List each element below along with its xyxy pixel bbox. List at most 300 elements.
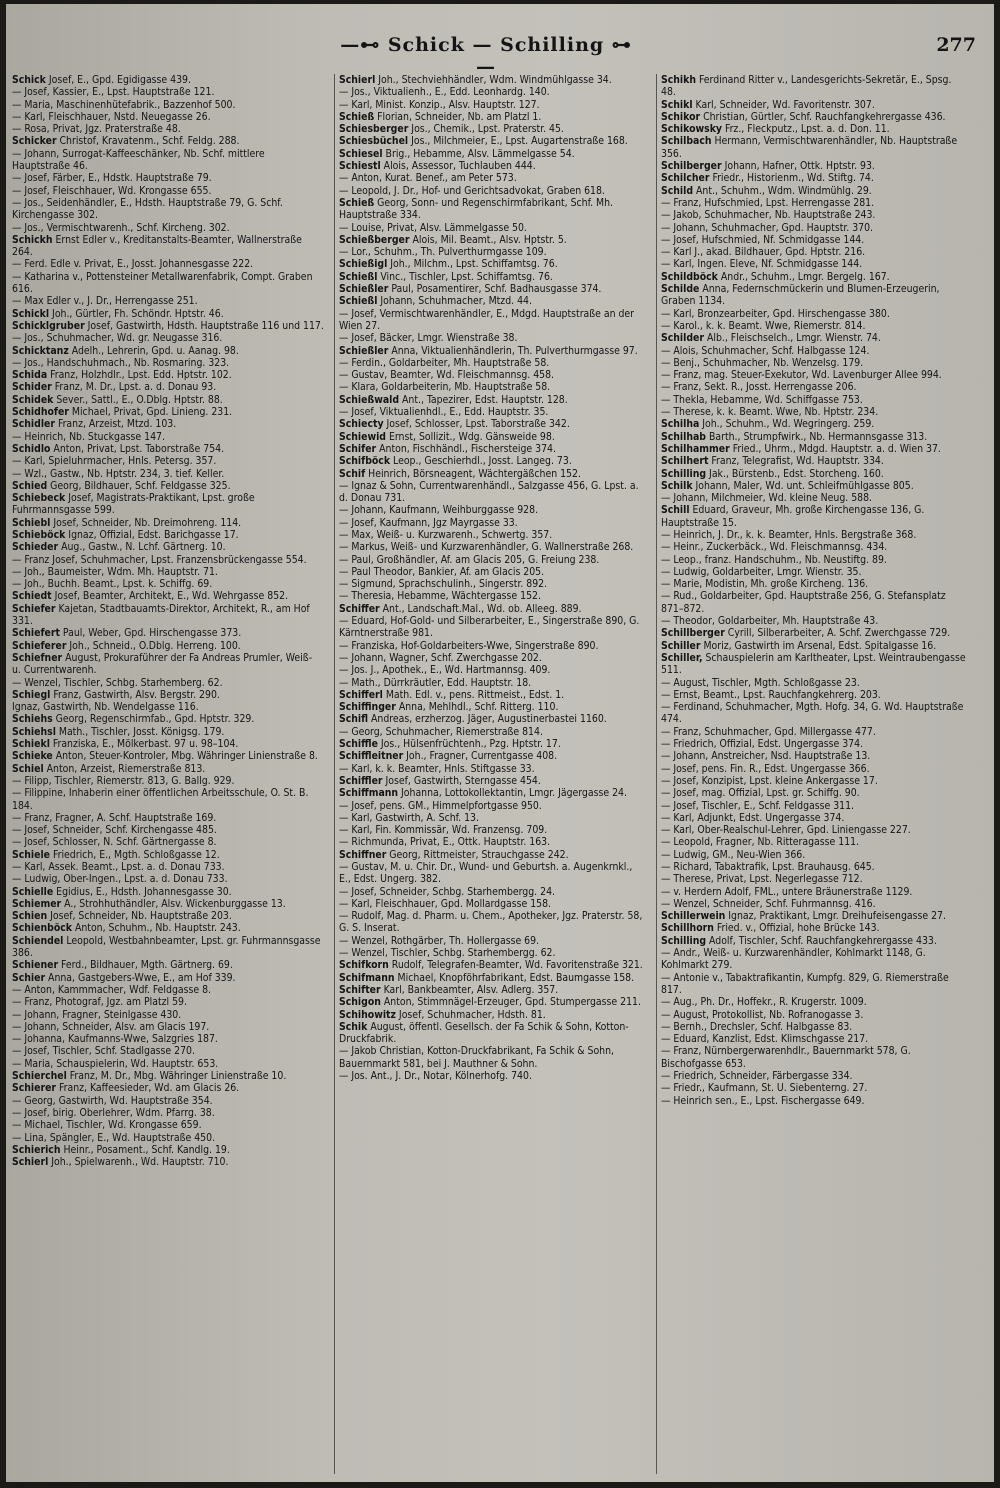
entry-surname: Schiendel [12, 934, 64, 947]
directory-entry [12, 861, 324, 873]
entry-details: Anton, Fischhändl., Fischersteige 374. [376, 442, 556, 455]
directory-entry [339, 443, 647, 455]
entry-surname: Schiesbüchel [339, 135, 409, 148]
entry-details: Joh., Gürtler, Fh. Schöndr. Hptstr. 46. [49, 307, 224, 320]
directory-entry [339, 455, 647, 467]
directory-entry [339, 1021, 647, 1046]
directory-entry [661, 1009, 969, 1021]
entry-details: Ant., Landschaft.Mal., Wd. ob. Alleeg. 889. [379, 602, 582, 615]
entry-details: Franz, Arzeist, Mtzd. 103. [54, 418, 177, 431]
directory-entry [339, 849, 647, 861]
directory-entry [12, 541, 324, 553]
entry-details: — Josef, birig. Oberlehrer, Wdm. Pfarrg. 38. [12, 1106, 215, 1119]
entry-surname: Schilberger [661, 160, 722, 173]
directory-entry [12, 627, 324, 639]
entry-details: — Josef, Schlosser, N. Schf. Gärtnergasse 8. [12, 836, 217, 849]
entry-details: Ignaz, Gastwirth, Nb. Wendelgasse 116. [12, 701, 199, 714]
entry-details: — Louise, Privat, Alsv. Lämmelgasse 50. [339, 221, 527, 234]
directory-entry [339, 86, 647, 98]
directory-entry [661, 222, 969, 234]
directory-entry [661, 812, 969, 824]
directory-entry [12, 1132, 324, 1144]
entry-details: Franz, Holzhdlr., Lpst. Edd. Hptstr. 102. [47, 369, 232, 382]
entry-surname: Schiestl [339, 160, 381, 173]
directory-entry [339, 775, 647, 787]
entry-details: — Ludwig, Ober-Ingen., Lpst. a. d. Donau 733. [12, 873, 228, 886]
entry-details: — v. Herdern Adolf, FML., untere Bräunerstraße 1129. [661, 885, 913, 898]
entry-details: — Karl, Bronzearbeiter, Gpd. Hirschengasse 380. [661, 307, 890, 320]
directory-entry [661, 111, 969, 123]
directory-entry [339, 689, 647, 701]
entry-surname: Schierer [12, 1082, 57, 1095]
entry-surname: Schiefner [12, 651, 63, 664]
directory-entry [661, 418, 969, 430]
directory-entry [661, 701, 969, 726]
directory-entry [661, 271, 969, 283]
entry-details: Vinc., Tischler, Lpst. Schiffamtsg. 76. [377, 270, 553, 283]
entry-details: — Theodor, Goldarbeiter, Mh. Hauptstraße 43. [661, 615, 879, 628]
directory-entry [661, 738, 969, 750]
entry-details: Math., Tischler, Josst. Königsg. 179. [55, 725, 225, 738]
directory-entry [12, 763, 324, 775]
directory-entry [661, 504, 969, 529]
entry-surname: Schifmann [339, 971, 395, 984]
directory-entry [12, 381, 324, 393]
entry-surname: Schifferl [339, 688, 383, 701]
entry-surname: Schilling [661, 934, 707, 947]
entry-details: — Paul, Großhändler, Af. am Glacis 205, G. Freiung 238. [339, 553, 600, 566]
entry-details: — Thekla, Hebamme, Wd. Schiffgasse 753. [661, 393, 863, 406]
directory-entry [12, 1021, 324, 1033]
directory-entry [661, 160, 969, 172]
entry-details: — Wenzel, Tischler, Schbg. Starhemberg. 62. [12, 676, 223, 689]
entry-details: — Ferd. Edle v. Privat, E., Josst. Johannesgasse 222. [12, 258, 254, 271]
entry-surname: Schilha [661, 418, 700, 431]
entry-surname: Schillberger [661, 627, 725, 640]
entry-details: — Karl, Fin. Kommissär, Wd. Franzensg. 709. [339, 824, 548, 837]
entry-details: Alb., Fleischselch., Lmgr. Wienstr. 74. [703, 332, 881, 345]
entry-details: — Klara, Goldarbeiterin, Mb. Hauptstraße 58. [339, 381, 551, 394]
directory-entry [339, 394, 647, 406]
directory-entry [339, 148, 647, 160]
entry-details: — Josef, Schneider, Schf. Kirchengasse 485. [12, 824, 217, 837]
entry-details: — Johann, Anstreicher, Nsd. Hauptstraße 13. [661, 750, 871, 763]
entry-surname: Schikl [661, 98, 693, 111]
entry-details: — Josef, Schneider, Schbg. Starhembergg. 24. [339, 885, 555, 898]
entry-details: — Rud., Goldarbeiter, Gpd. Hauptstraße 256, G. Stefansplatz 871–872. [661, 590, 946, 615]
directory-entry [12, 640, 324, 652]
directory-entry [339, 615, 647, 640]
directory-entry [12, 750, 324, 762]
entry-surname: Schiewid [339, 430, 387, 443]
directory-entry [12, 517, 324, 529]
directory-entry [12, 148, 324, 173]
directory-entry [12, 1144, 324, 1156]
entry-details: — Franz, Nürnbergerwarenhdlr., Bauernmarkt 578, G. Bischofgasse 653. [661, 1045, 911, 1070]
directory-entry [661, 172, 969, 184]
directory-entry [661, 578, 969, 590]
entry-surname: Schiffmann [339, 787, 399, 800]
directory-entry [339, 197, 647, 222]
entry-details: — Johann, Surrogat-Kaffeeschänker, Nb. Schf. mittlere Hauptstraße 46. [12, 147, 265, 173]
entry-surname: Schickh [12, 233, 53, 246]
entry-details: — Franz, Hufschmied, Lpst. Herrengasse 281. [661, 196, 875, 209]
page-header [6, 34, 994, 78]
directory-entry [12, 578, 324, 590]
entry-details: — Johann, Fragner, Steinlgasse 430. [12, 1008, 182, 1021]
entry-details: August, Prokuraführer der Fa Andreas Prumler, Weiß- u. Currentwarenh. [12, 651, 313, 677]
entry-surname: Schiebl [12, 516, 51, 529]
entry-surname: Schierl [339, 74, 376, 86]
entry-details: Karl, Bankbeamter, Alsv. Adlerg. 357. [380, 983, 559, 996]
entry-surname: Schikor [661, 110, 701, 123]
entry-details: Jos., Chemik., Lpst. Praterstr. 45. [408, 123, 564, 136]
entry-surname: Schikh [661, 74, 697, 86]
directory-entry [661, 123, 969, 135]
entry-details: — Georg, Schuhmacher, Riemerstraße 814. [339, 725, 543, 738]
directory-entry [339, 99, 647, 111]
entry-surname: Schild [661, 184, 694, 197]
directory-entry [12, 677, 324, 689]
directory-entry [12, 111, 324, 123]
entry-details: Josef, Gastwirth, Sterngasse 454. [382, 774, 541, 787]
entry-surname: Schider [12, 381, 52, 394]
entry-details: — Jakob Christian, Kotton-Druckfabrikant, Fa Schik & Sohn, Bauernmarkt 581, bei J. Mauthner & Sohn. [339, 1045, 614, 1070]
entry-details: — Joh., Baumeister, Wdm. Mh. Hauptstr. 71. [12, 565, 218, 578]
entry-details: Alois, Assessor, Tuchlauben 444. [380, 160, 536, 173]
entry-details: — Max, Weiß- u. Kurzwarenh., Schwertg. 357. [339, 528, 553, 541]
entry-details: Georg, Regenschirmfab., Gpd. Hptstr. 329. [52, 713, 255, 726]
directory-entry [12, 99, 324, 111]
running-title: —⊷ Schick — Schilling ⊶— [340, 34, 632, 78]
directory-entry [339, 1070, 647, 1082]
entry-details: Ant., Tapezirer, Edst. Hauptstr. 128. [399, 393, 568, 406]
entry-details: — Friedrich, Schneider, Färbergasse 334. [661, 1070, 853, 1083]
entry-details: Johann, Schuhmacher, Mtzd. 44. [377, 295, 532, 308]
directory-entry [339, 541, 647, 553]
entry-surname: Schik [339, 1020, 368, 1033]
entry-details: — Georg, Gastwirth, Wd. Hauptstraße 354. [12, 1094, 213, 1107]
directory-page [6, 4, 994, 1482]
entry-details: — Wzl., Gastw., Nb. Hptstr. 234, 3. tief. Keller. [12, 467, 225, 480]
directory-entry [339, 480, 647, 505]
directory-entry [339, 357, 647, 369]
directory-entry [12, 332, 324, 344]
entry-details: — Franz, Schuhmacher, Gpd. Millergasse 477. [661, 725, 876, 738]
entry-details: Andreas, erzherzog. Jäger, Augustinerbastei 1160. [368, 713, 607, 726]
directory-entry [12, 1107, 324, 1119]
entry-details: — Joh., Buchh. Beamt., Lpst. k. Schiffg. 69. [12, 578, 213, 591]
directory-entry [339, 332, 647, 344]
entry-details: Franz, Kaffeesieder, Wd. am Glacis 26. [56, 1082, 240, 1095]
directory-entry [12, 135, 324, 147]
entry-surname: Schießler [339, 344, 389, 357]
entry-details: Josef, Schuhmacher, Hdsth. 81. [395, 1008, 546, 1021]
entry-details: Anton, Schuhm., Nb. Hauptstr. 243. [72, 922, 241, 935]
directory-entry [339, 504, 647, 516]
entry-details: — Sigmund, Sprachschulinh., Singerstr. 892. [339, 578, 548, 591]
directory-entry [12, 849, 324, 861]
entry-details: — Josef, pens. Fin. R., Edst. Ungergasse 366. [661, 762, 870, 775]
entry-details: Georg, Rittmeister, Strauchgasse 242. [386, 848, 569, 861]
entry-surname: Schiemer [12, 897, 62, 910]
entry-surname: Schielle [12, 885, 54, 898]
entry-details: Ernst, Sollizit., Wdg. Gänsweide 98. [386, 430, 555, 443]
entry-details: Leopold, Westbahnbeamter, Lpst. gr. Fuhrmannsgasse 386. [12, 934, 321, 960]
entry-details: — Karl J., akad. Bildhauer, Gpd. Hptstr. 216. [661, 246, 866, 259]
entry-details: — Leopold, J. Dr., Hof- und Gerichtsadvokat, Graben 618. [339, 184, 605, 197]
entry-details: Egidius, E., Hdsth. Johannesgasse 30. [53, 885, 232, 898]
entry-details: Joh., Spielwarenh., Wd. Hauptstr. 710. [48, 1156, 229, 1169]
entry-details: — Josef, Bäcker, Lmgr. Wienstraße 38. [339, 332, 518, 345]
directory-entry [661, 345, 969, 357]
directory-entry [12, 369, 324, 381]
directory-entry [339, 1045, 647, 1070]
directory-entry [12, 1095, 324, 1107]
entry-details: — Rudolf, Mag. d. Pharm. u. Chem., Apotheker, Jgz. Praterstr. 58, G. S. Inserat. [339, 910, 643, 935]
directory-entry [339, 554, 647, 566]
entry-surname: Schieder [12, 541, 59, 554]
directory-entry [339, 295, 647, 307]
directory-entry [661, 1045, 969, 1070]
entry-details: — Franz, Fragner, A. Schf. Hauptstraße 169. [12, 811, 217, 824]
entry-details: Joh., Stechviehhändler, Wdm. Windmühlgasse 34. [375, 74, 612, 86]
directory-entry [339, 1009, 647, 1021]
directory-entry [661, 431, 969, 443]
directory-entry [12, 357, 324, 369]
directory-entry [661, 443, 969, 455]
entry-details: — Karol., k. k. Beamt. Wwe, Riemerstr. 814. [661, 319, 866, 332]
entry-details: Johann, Maler, Wd. unt. Schleifmühlgasse 805. [692, 479, 914, 492]
entry-surname: Schilbach [661, 135, 712, 148]
directory-entry [12, 123, 324, 135]
directory-entry [661, 677, 969, 689]
directory-entry [12, 74, 324, 86]
entry-details: — Josef, Konzipist, Lpst. kleine Ankergasse 17. [661, 774, 878, 787]
entry-details: — Wenzel, Schneider, Schf. Fuhrmannsg. 416. [661, 897, 876, 910]
entry-details: Friedrich, E., Mgth. Schloßgasse 12. [50, 848, 220, 861]
entry-surname: Schiecty [339, 418, 384, 431]
column-1 [12, 74, 324, 1474]
entry-surname: Schiekl [12, 738, 50, 751]
entry-surname: Schifkorn [339, 959, 389, 972]
entry-details: — Maria, Maschinenhütefabrik., Bazzenhof 500. [12, 98, 236, 111]
directory-entry [12, 566, 324, 578]
directory-entry [339, 984, 647, 996]
entry-details: — Franziska, Hof-Goldarbeiters-Wwe, Singerstraße 890. [339, 639, 599, 652]
directory-entry [339, 172, 647, 184]
entry-details: — Johann, Schneider, Alsv. am Glacis 197. [12, 1020, 210, 1033]
entry-details: Anna, Viktualienhändlerin, Th. Pulverthurmgasse 97. [388, 344, 638, 357]
directory-entry [339, 713, 647, 725]
entry-surname: Schifter [339, 983, 381, 996]
directory-entry [12, 726, 324, 738]
entry-details: — Anton, Kammmacher, Wdf. Feldgasse 8. [12, 983, 211, 996]
entry-details: Schauspielerin am Karltheater, Lpst. Weintraubengasse 511. [661, 651, 966, 677]
entry-details: — Gustav, Beamter, Wd. Fleischmannsg. 458. [339, 369, 555, 382]
entry-details: — Richmunda, Privat, E., Ottk. Hauptstr. 163. [339, 836, 551, 849]
directory-entry [661, 529, 969, 541]
entry-surname: Schidler [12, 418, 55, 431]
directory-entry [12, 898, 324, 910]
directory-entry [12, 775, 324, 787]
directory-entry [661, 258, 969, 270]
directory-entry [339, 640, 647, 652]
directory-entry [339, 160, 647, 172]
entry-details: — Eduard, Hof-Gold- und Silberarbeiter, E., Singerstraße 890, G. Kärntnerstraße 981. [339, 615, 640, 640]
entry-details: Josef, Schneider, Nb. Hauptstraße 203. [47, 910, 232, 923]
entry-details: Jak., Bürstenb., Edst. Storcheng. 160. [706, 467, 884, 480]
directory-entry [661, 640, 969, 652]
entry-surname: Schieferer [12, 639, 67, 652]
directory-entry [12, 234, 324, 259]
directory-entry [12, 886, 324, 898]
directory-entry [661, 394, 969, 406]
directory-entry [339, 787, 647, 799]
entry-surname: Schigon [339, 996, 381, 1009]
entry-details: Fried., Uhrm., Mdgd. Hauptstr. a. d. Wien 37. [729, 442, 941, 455]
entry-details: Ignaz, Praktikant, Lmgr. Dreihufeisengasse 27. [725, 910, 946, 923]
directory-entry [12, 271, 324, 296]
entry-details: Josef, Schlosser, Lpst. Taborstraße 342. [383, 418, 570, 431]
entry-details: Joh., Schneid., O.Dblg. Herreng. 100. [66, 639, 241, 652]
directory-entry [12, 836, 324, 848]
entry-details: — Ernst, Beamt., Lpst. Rauchfangkehrerg. 203. [661, 688, 881, 701]
directory-entry [661, 1033, 969, 1045]
entry-surname: Schilk [661, 479, 693, 492]
entry-details: — Paul Theodor, Bankier, Af. am Glacis 205. [339, 565, 545, 578]
directory-entry [339, 566, 647, 578]
directory-entry [339, 271, 647, 283]
entry-details: — Marie, Modistin, Mh. große Kircheng. 136. [661, 578, 869, 591]
entry-details: — Bernh., Drechsler, Schf. Halbgasse 83. [661, 1020, 853, 1033]
entry-surname: Schicktanz [12, 344, 69, 357]
entry-details: August, öffentl. Gesellsch. der Fa Schik & Sohn, Kotton-Druckfabrik. [339, 1020, 629, 1046]
entry-details: Joh., Milchm., Lpst. Schiffamtsg. 76. [387, 258, 558, 271]
entry-details: — Karl, Ober-Realschul-Lehrer, Gpd. Liniengasse 227. [661, 824, 911, 837]
directory-entry [12, 1119, 324, 1131]
entry-surname: Schier [12, 971, 46, 984]
entry-details: — Josef, Vermischtwarenhändler, E., Mdgd. Hauptstraße an der Wien 27. [339, 307, 635, 332]
entry-details: — Filippine, Inhaberin einer öffentlichen Arbeitsschule, O. St. B. 184. [12, 787, 309, 812]
entry-details: — Eduard, Kanzlist, Edst. Klimschgasse 217. [661, 1033, 869, 1046]
directory-entry [12, 222, 324, 234]
directory-entry [661, 763, 969, 775]
directory-entry [661, 886, 969, 898]
entry-surname: Schien [12, 910, 48, 923]
entry-details: Jos., Milchmeier, E., Lpst. Augartenstraße 168. [408, 135, 628, 148]
entry-details: — Gustav, M. u. Chir. Dr., Wund- und Geburtsh. a. Augenkrnkl., E., Edst. Ungerg. 382. [339, 861, 633, 886]
entry-details: Jos., Hülsenfrüchtenh., Pzg. Hptstr. 17. [377, 738, 561, 751]
entry-details: Math. Edl. v., pens. Rittmeist., Edst. 1. [382, 688, 565, 701]
entry-details: — Rosa, Privat, Jgz. Praterstraße 48. [12, 123, 181, 136]
entry-surname: Schillerwein [661, 910, 726, 923]
entry-details: Ant., Schuhm., Wdm. Windmühlg. 29. [693, 184, 872, 197]
directory-entry [339, 431, 647, 443]
entry-surname: Schill [661, 504, 690, 517]
entry-details: — Lina, Spängler, E., Wd. Hauptstraße 450. [12, 1131, 216, 1144]
entry-details: Johann, Hafner, Ottk. Hptstr. 93. [721, 160, 875, 173]
directory-entry [339, 222, 647, 234]
entry-details: — Johann, Milchmeier, Wd. kleine Neug. 588. [661, 492, 873, 505]
entry-details: — Heinr., Zuckerbäck., Wd. Fleischmannsg. 434. [661, 541, 888, 554]
entry-surname: Schiffler [339, 774, 383, 787]
directory-entry [12, 492, 324, 517]
directory-entry [12, 468, 324, 480]
directory-entry [661, 800, 969, 812]
entry-details: Josef, Magistrats-Praktikant, Lpst. große Fuhrmannsgasse 599. [12, 492, 255, 517]
entry-surname: Schicker [12, 135, 57, 148]
entry-details: Anna, Federnschmückerin und Blumen-Erzeugerin, Graben 1134. [661, 283, 940, 308]
entry-surname: Schilder [661, 332, 704, 345]
entry-details: Franziska, E., Mölkerbast. 97 u. 98–104. [49, 738, 239, 751]
directory-entry [12, 185, 324, 197]
directory-entry [661, 455, 969, 467]
entry-details: — Jos. J., Apothek., E., Wd. Hartmannsg. 409. [339, 664, 551, 677]
directory-entry [12, 996, 324, 1008]
entry-details: — Jos., Handschuhmach., Nb. Rosmaring. 323. [12, 356, 230, 369]
directory-entry [661, 972, 969, 997]
directory-entry [339, 800, 647, 812]
entry-surname: Schießl [339, 295, 378, 308]
directory-entry [661, 861, 969, 873]
directory-entry [12, 873, 324, 885]
entry-surname: Schilde [661, 283, 700, 296]
entry-details: Anton, Arzeist, Riemerstraße 813. [43, 762, 206, 775]
entry-details: — Therese, Privat, Lpst. Negerlegasse 712. [661, 873, 863, 886]
entry-details: — Alois, Schuhmacher, Schf. Halbgasse 124. [661, 344, 870, 357]
entry-surname: Schildböck [661, 270, 718, 283]
directory-entry [12, 308, 324, 320]
entry-surname: Schiefer [12, 602, 56, 615]
entry-details: Johanna, Lottokollektantin, Lmgr. Jägergasse 24. [398, 787, 627, 800]
entry-details: — Benj., Schuhmacher, Nb. Wenzelsg. 179. [661, 356, 864, 369]
entry-details: — Ferdin., Goldarbeiter, Mh. Hauptstraße 58. [339, 356, 550, 369]
directory-entry [661, 849, 969, 861]
directory-entry [12, 1070, 324, 1082]
entry-details: — Heinrich, J. Dr., k. k. Beamter, Hnls. Bergstraße 368. [661, 528, 917, 541]
entry-surname: Schierich [12, 1143, 61, 1156]
entry-details: Joh., Fragner, Currentgasse 408. [403, 750, 558, 763]
entry-surname: Schienböck [12, 922, 72, 935]
entry-surname: Schiffinger [339, 701, 396, 714]
entry-surname: Schilcher [661, 172, 710, 185]
page-number: 277 [936, 34, 976, 56]
directory-entry [339, 135, 647, 147]
entry-details: — Josef, Hufschmied, Nf. Schmidgasse 144. [661, 233, 865, 246]
entry-details: Franz, M. Dr., Mbg. Währinger Linienstraße 10. [66, 1070, 287, 1083]
directory-entry [661, 775, 969, 787]
entry-details: Josef, Gastwirth, Hdsth. Hauptstraße 116 und 117. [84, 319, 324, 332]
directory-entry [339, 935, 647, 947]
entry-surname: Schilling [661, 467, 707, 480]
entry-details: Florian, Schneider, Nb. am Platzl 1. [374, 110, 542, 123]
entry-details: — Max Edler v., J. Dr., Herrengasse 251. [12, 295, 198, 308]
entry-details: — Karl, Fleischhauer, Gpd. Mollardgasse 158. [339, 897, 552, 910]
entry-details: Franz, Telegrafist, Wd. Hauptstr. 334. [708, 455, 884, 468]
entry-details: — Karl, Assek. Beamt., Lpst. a. d. Donau 733. [12, 861, 225, 873]
directory-entry [339, 726, 647, 738]
entry-details: — Antonie v., Tabaktrafikantin, Kumpfg. 829, G. Riemerstraße 817. [661, 971, 949, 996]
directory-columns [12, 74, 988, 1474]
directory-entry [661, 283, 969, 308]
entry-surname: Schiegl [12, 688, 51, 701]
directory-entry [661, 1021, 969, 1033]
entry-details: — Richard, Tabaktrafik, Lpst. Brauhausg. 645. [661, 861, 875, 873]
directory-entry [12, 431, 324, 443]
directory-entry [339, 664, 647, 676]
entry-details: Leop., Geschierhdl., Josst. Langeg. 73. [390, 455, 572, 468]
